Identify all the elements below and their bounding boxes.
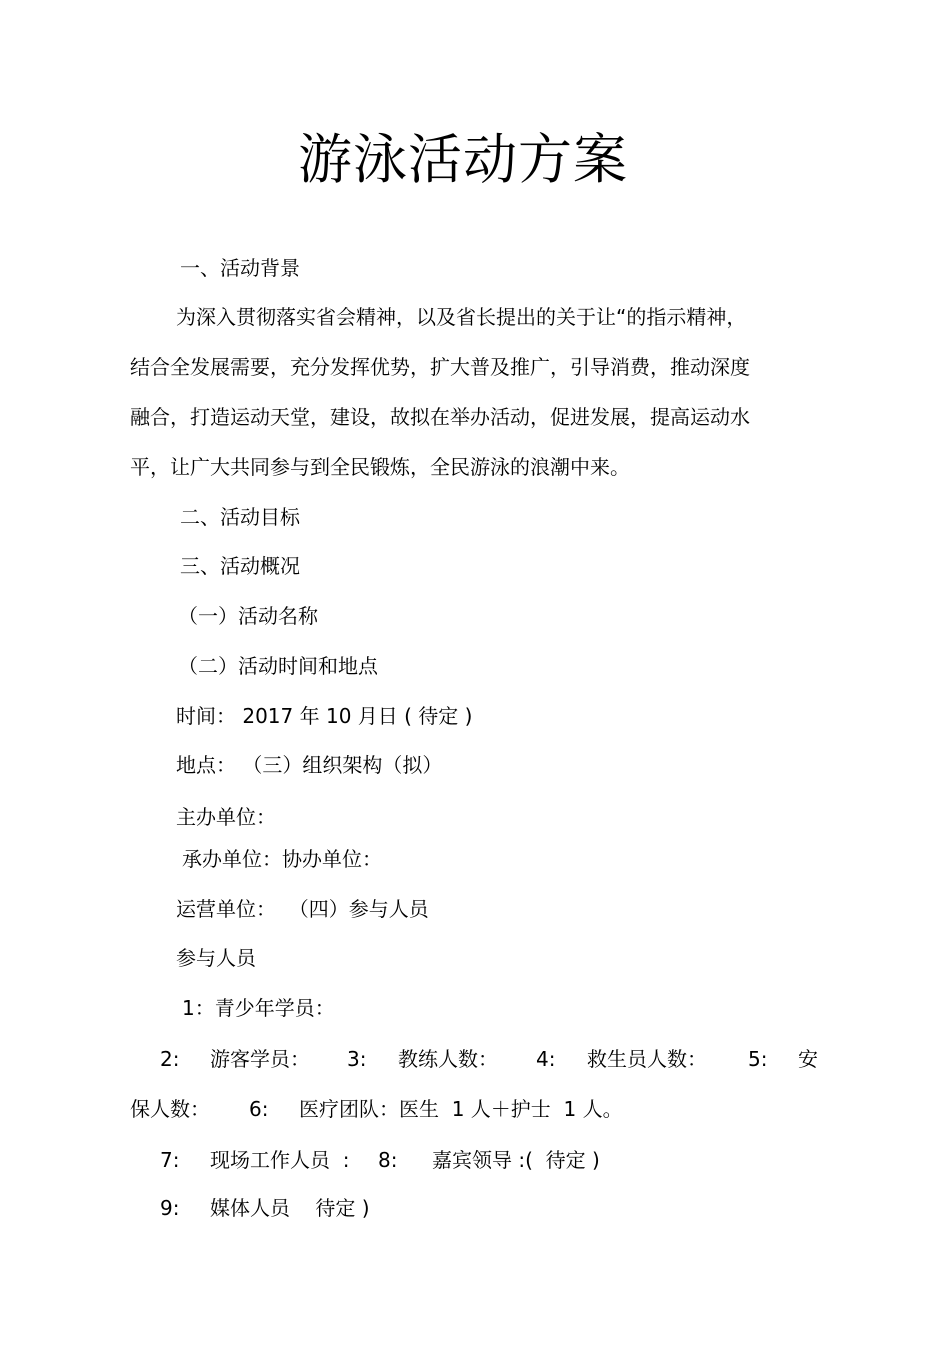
paragraph-line-1: 为深入贯彻落实省会精神，以及省长提出的关于让“的指示精神， <box>176 305 747 329</box>
time-line: 时间： 2017 年 10 月日 ( 待定 ) <box>176 704 473 728</box>
document-title: 游泳活动方案 <box>298 128 628 191</box>
item-number-3: 3: <box>347 1047 367 1071</box>
section-3-heading: 三、活动概况 <box>180 554 300 578</box>
item-number-2: 2: <box>160 1047 180 1071</box>
participants-heading: 参与人员 <box>176 946 256 970</box>
subsection-1: （一）活动名称 <box>178 604 318 628</box>
item-number-7: 7: <box>160 1148 180 1172</box>
place-line: 地点： （三）组织架构（拟） <box>176 753 443 777</box>
section-2-heading: 二、活动目标 <box>180 505 300 529</box>
item-text-9: 媒体人员 待定 ) <box>210 1196 370 1220</box>
host-line: 主办单位： <box>176 805 276 829</box>
co-organizer-line: 承办单位：协办单位： <box>182 847 382 871</box>
item-text-4: 救生员人数： <box>587 1047 707 1071</box>
paragraph-line-3: 融合，打造运动天堂，建设，故拟在举办活动，促进发展，提高运动水 <box>130 405 750 429</box>
item-text-5-part-2: 保人数： <box>130 1097 210 1121</box>
item-number-8: 8: <box>378 1148 398 1172</box>
item-text-6: 医疗团队：医生 1 人＋护士 1 人。 <box>299 1097 623 1121</box>
operator-line: 运营单位： （四）参与人员 <box>176 897 429 921</box>
participant-item-1: 1：青少年学员： <box>182 996 335 1020</box>
paragraph-line-2: 结合全发展需要，充分发挥优势，扩大普及推广，引导消费，推动深度 <box>130 355 750 379</box>
item-text-3: 教练人数： <box>398 1047 498 1071</box>
item-number-9: 9: <box>160 1196 180 1220</box>
paragraph-line-4: 平，让广大共同参与到全民锻炼，全民游泳的浪潮中来。 <box>130 455 630 479</box>
item-number-5: 5: <box>748 1047 768 1071</box>
item-text-8: 嘉宾领导 :( 待定 ) <box>432 1148 600 1172</box>
subsection-2: （二）活动时间和地点 <box>178 654 378 678</box>
item-text-7: 现场工作人员 : <box>210 1148 350 1172</box>
section-1-heading: 一、活动背景 <box>180 256 300 280</box>
item-text-2: 游客学员： <box>210 1047 310 1071</box>
item-text-5-part-1: 安 <box>798 1047 818 1071</box>
item-number-6: 6: <box>249 1097 269 1121</box>
item-number-4: 4: <box>536 1047 556 1071</box>
